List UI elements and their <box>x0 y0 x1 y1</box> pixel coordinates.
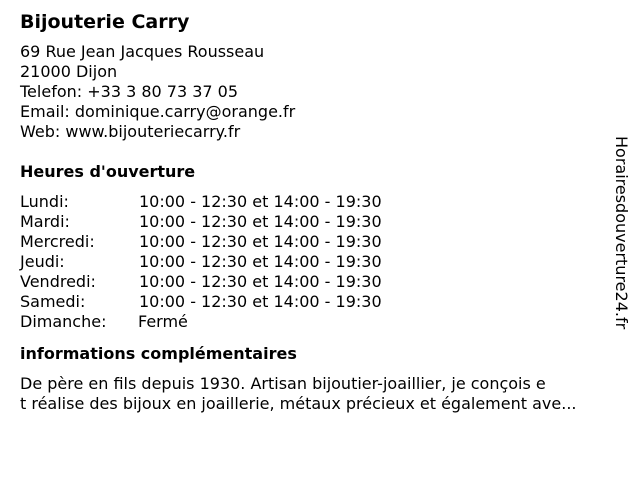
web-line: Web: www.bijouteriecarry.fr <box>20 122 241 141</box>
description-line-1: De père en fils depuis 1930. Artisan bijoutier-joaillier, je conçois e <box>20 374 546 393</box>
email-line: Email: dominique.carry@orange.fr <box>20 102 296 121</box>
site-watermark: Horairesdouverture24.fr <box>612 136 631 330</box>
hours-row-samedi <box>20 292 620 312</box>
day-label: Mardi: <box>20 212 70 231</box>
day-hours: 10:00 - 12:30 et 14:00 - 19:30 <box>139 292 382 311</box>
phone-line: Telefon: +33 3 80 73 37 05 <box>20 82 239 101</box>
hours-row-mardi <box>20 212 620 232</box>
day-hours: 10:00 - 12:30 et 14:00 - 19:30 <box>139 252 382 271</box>
address-city: 21000 Dijon <box>20 62 118 81</box>
hours-table <box>20 192 620 332</box>
day-hours: Fermé <box>138 312 188 331</box>
day-hours: 10:00 - 12:30 et 14:00 - 19:30 <box>139 232 382 251</box>
business-card <box>20 10 620 414</box>
hours-row-lundi <box>20 192 620 212</box>
info-heading: informations complémentaires <box>20 344 297 363</box>
business-name: Bijouterie Carry <box>20 11 190 33</box>
hours-row-mercredi <box>20 232 620 252</box>
day-hours: 10:00 - 12:30 et 14:00 - 19:30 <box>139 272 382 291</box>
day-label: Mercredi: <box>20 232 95 251</box>
hours-row-dimanche <box>20 312 620 332</box>
day-label: Dimanche: <box>20 312 107 331</box>
hours-row-vendredi <box>20 272 620 292</box>
address-street: 69 Rue Jean Jacques Rousseau <box>20 42 265 61</box>
description-line-2: t réalise des bijoux en joaillerie, métaux précieux et également ave... <box>20 394 577 413</box>
day-hours: 10:00 - 12:30 et 14:00 - 19:30 <box>139 192 382 211</box>
day-label: Samedi: <box>20 292 86 311</box>
day-label: Lundi: <box>20 192 69 211</box>
day-label: Jeudi: <box>20 252 65 271</box>
day-label: Vendredi: <box>20 272 96 291</box>
hours-row-jeudi <box>20 252 620 272</box>
hours-heading: Heures d'ouverture <box>20 162 196 181</box>
day-hours: 10:00 - 12:30 et 14:00 - 19:30 <box>139 212 382 231</box>
